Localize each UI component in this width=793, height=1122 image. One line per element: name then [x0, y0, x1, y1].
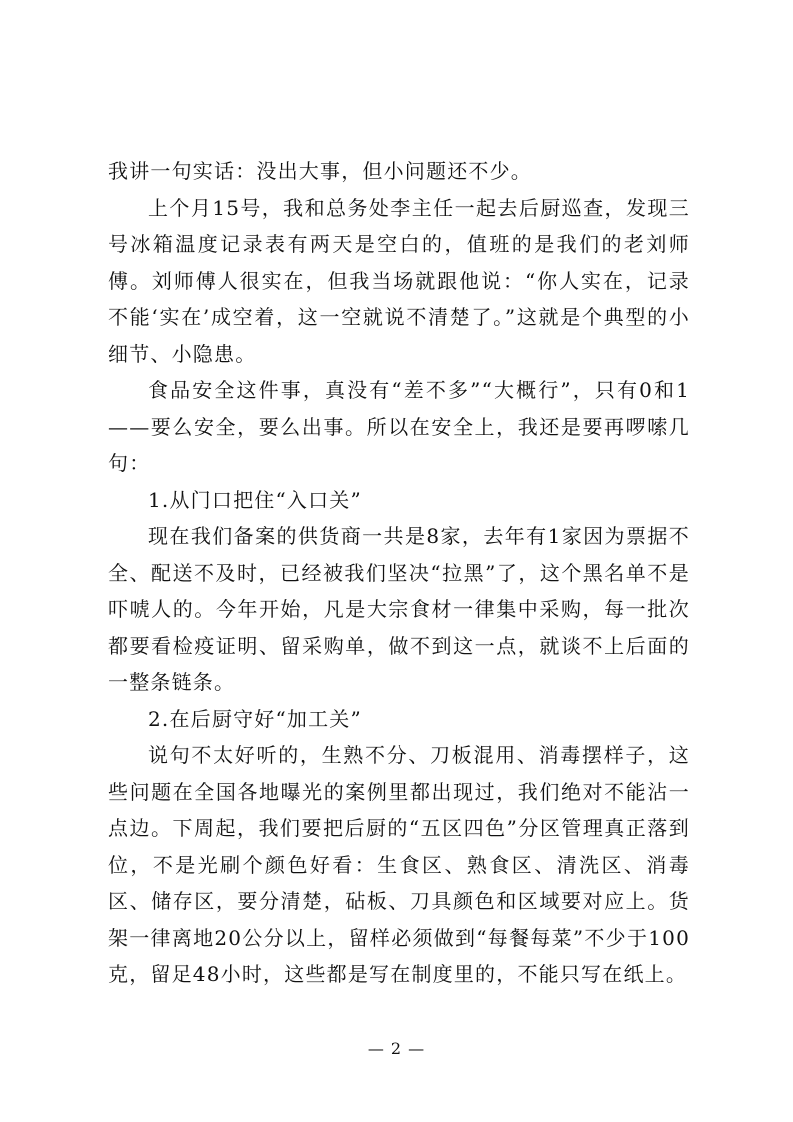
section-heading-1: 1.从门口把住“入口关”: [148, 487, 362, 512]
page-number: — 2 —: [367, 1039, 426, 1058]
paragraph-4: 现在我们备案的供货商一共是8家，去年有1家因为票据不全、配送不及时，已经被我们坚决“拉黑”了，这个黑名单不是吓唬人的。今年开始，凡是大宗食材一律集中采购，每一批次都要看检疫证明、留采购单，做不到这一点，就谈不上后面的一整条链条。: [108, 524, 690, 694]
paragraph-2: 上个月15号，我和总务处李主任一起去后厨巡查，发现三号冰箱温度记录表有两天是空白的，值班的是我们的老刘师傅。刘师傅人很实在，但我当场就跟他说：“你人实在，记录不能‘实在’成空着，这一空就说不清楚了。”这就是个典型的小细节、小隐患。: [108, 195, 690, 366]
paragraph-5: 说句不太好听的，生熟不分、刀板混用、消毒摆样子，这些问题在全国各地曝光的案例里都出现过，我们绝对不能沾一点边。下周起，我们要把后厨的“五区四色”分区管理真正落到位，不是光刷个颜色好看：生食区、熟食区、清洗区、消毒区、储存区，要分清楚，砧板、刀具颜色和区域要对应上。货架一律离地20公分以上，留样必须做到“每餐每菜”不少于100克，留足48小时，这些都是写在制度里的，不能只写在纸上。: [108, 743, 690, 986]
paragraph-1: 我讲一句实话：没出大事，但小问题还不少。: [108, 159, 532, 183]
section-heading-2: 2.在后厨守好“加工关”: [148, 706, 362, 731]
document-body: [108, 153, 690, 993]
paragraph-3: 食品安全这件事，真没有“差不多”“大概行”，只有0和1——要么安全，要么出事。所以在安全上，我还是要再啰嗦几句：: [108, 378, 690, 475]
